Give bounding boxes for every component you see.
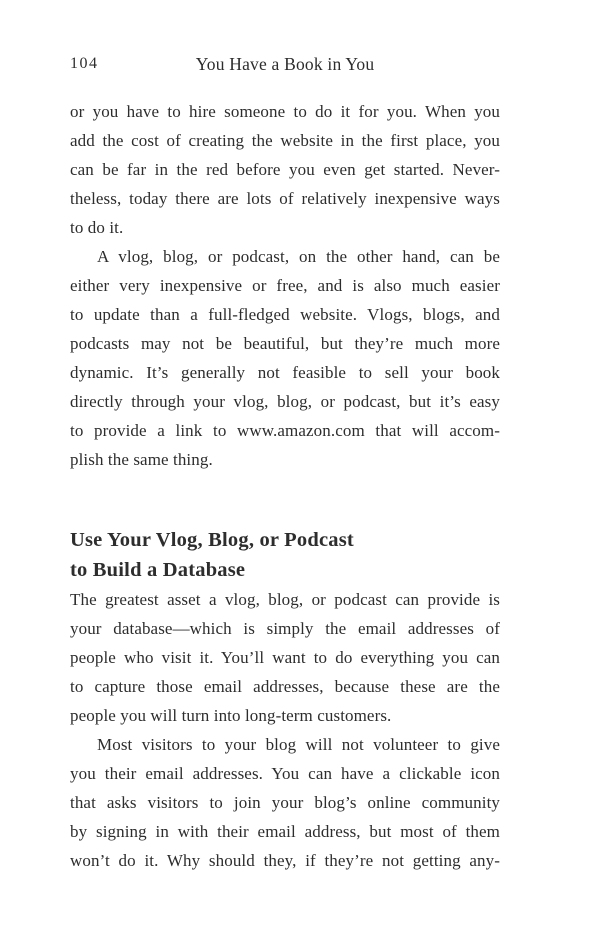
heading-line: Use Your Vlog, Blog, or Podcast <box>70 529 354 551</box>
text-line: A vlog, blog, or podcast, on the other hand, can be <box>97 247 500 266</box>
text-line: directly through your vlog, blog, or podcast, but it’s easy <box>70 392 500 411</box>
text-body <box>70 97 500 875</box>
text-line: to capture those email addresses, because these are the <box>70 677 500 696</box>
text-line: Most visitors to your blog will not volunteer to give <box>97 735 500 754</box>
text-line: won’t do it. Why should they, if they’re not getting any- <box>70 851 500 870</box>
text-line: or you have to hire someone to do it for you. When you <box>70 102 500 121</box>
body-paragraph <box>70 585 500 730</box>
text-line: to update than a full-fledged website. Vlogs, blogs, and <box>70 305 500 324</box>
text-line: plish the same thing. <box>70 450 213 469</box>
running-head-title: You Have a Book in You <box>195 54 375 74</box>
text-line: to provide a link to www.amazon.com that will accom- <box>70 421 500 440</box>
section-heading <box>70 525 500 585</box>
text-line: either very inexpensive or free, and is also much easier <box>70 276 500 295</box>
text-line: theless, today there are lots of relatively inexpensive ways <box>70 189 500 208</box>
heading-line: to Build a Database <box>70 559 246 581</box>
text-line: people you will turn into long-term customers. <box>70 706 392 725</box>
text-line: your database—which is simply the email addresses of <box>70 619 500 638</box>
text-line: can be far in the red before you even get started. Never- <box>70 160 500 179</box>
text-line: The greatest asset a vlog, blog, or podcast can provide is <box>70 590 500 609</box>
text-line: to do it. <box>70 218 124 237</box>
text-line: that asks visitors to join your blog’s online community <box>70 793 500 812</box>
text-line: add the cost of creating the website in the first place, you <box>70 131 500 150</box>
text-line: dynamic. It’s generally not feasible to sell your book <box>70 363 500 382</box>
text-line: podcasts may not be beautiful, but they’re much more <box>70 334 500 353</box>
body-paragraph <box>70 730 500 875</box>
page-number: 104 <box>70 55 99 72</box>
text-line: people who visit it. You’ll want to do everything you can <box>70 648 500 667</box>
body-paragraph <box>70 97 500 242</box>
text-line: by signing in with their email address, but most of them <box>70 822 500 841</box>
running-header <box>70 53 500 75</box>
body-paragraph <box>70 242 500 474</box>
text-line: you their email addresses. You can have a clickable icon <box>70 764 500 783</box>
